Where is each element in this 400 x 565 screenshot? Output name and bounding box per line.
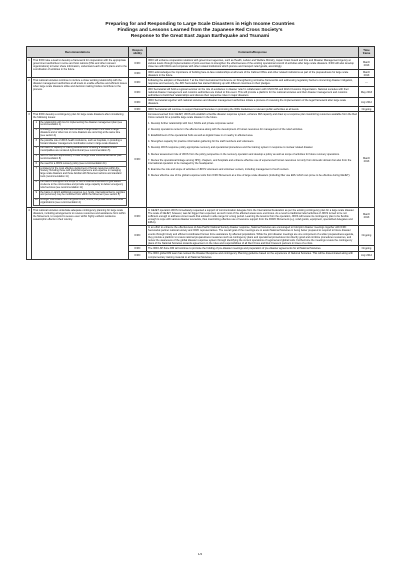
comment-cell: IFRC Secretariat together with national societies and disaster management authorities initiate a process of reviewing the implementation of the legal framework after large scale disasters. (147, 98, 359, 106)
responsibility-cell: IFRC (129, 246, 147, 251)
issue-item (34, 139, 127, 147)
issue-number: 9 (34, 191, 40, 199)
responsibility-cell: IFRC (129, 69, 147, 77)
comment-cell: JRC Secretariat will hold a regional seminar on the role of auxiliaries in disaster relief in collaboration with UNOCHA and World Customs Organization. National societies with their national disaster management and customs authorities are invited to this event. This will provide a platform for the national societies and their disaster management and customs authorities to build their relationships and discuss their respective roles in major disasters. (147, 86, 359, 98)
responsibility-cell: IFRC (129, 208, 147, 226)
time-frame-cell: Ongoing (359, 246, 375, 251)
issue-number: 4 (34, 146, 40, 154)
issue-list (33, 120, 127, 206)
responsibility-cell: IFRC (129, 112, 147, 208)
time-frame-cell: July 2012 (359, 251, 375, 259)
header-recommendations: Recommendations (27, 47, 129, 58)
time-frame-cell: --- (359, 78, 375, 86)
issue-number: 6 (34, 162, 40, 167)
issue-text: the need to strengthen the scope of JRCS financial incentives to give added credence to the communities and provide surge capacity to deliver emergency relief services (see recommendation 11) (39, 180, 126, 191)
responsibility-cell: IFRC (129, 106, 147, 111)
comment-cell: In GEJET operation JRCS immediately requested a support of communication delegate from the International Federation as per the existing contingency plan for a large scale disaster. The scale of GEJET, however, was far bigger than expected, as such most of the affected areas were enormous. As a result a traditional relief activities of JRCS turned to be not sufficient enough to address unmet needs that existed in wide range for a long period. Learning the lessons from the operation, JRCS will review its contingency plan to be flexible enough to cope with various disaster scenarios, thus maximizing effective use of resource support from the RCRC Movement (e.g. relief goods, equipment, specialized delegates and ERUs). (147, 208, 359, 226)
table-row (27, 112, 375, 208)
comment-cell: The IFRC global DM team has revised the Disaster Response and contingency Planning guideline based on the experience of National Societies. This will be disseminated along with complementary training material to all National Societies. (147, 251, 359, 259)
time-frame-cell: Ongoing (359, 106, 375, 111)
recommendation-cell (32, 78, 129, 112)
time-frame-cell: March 2013 (359, 58, 375, 70)
issue-number: 5 (34, 154, 40, 162)
recommendation-cell (32, 58, 129, 78)
issue-item (34, 180, 127, 191)
responsibility-cell: IFRC (129, 78, 147, 86)
issue-text: a strategy for the most effective deployment of human resources within the Society, including those with practical experience and expertise in managing large scale disasters and those familiar with Movement actions and standard tools (recommendation 11) (39, 167, 126, 180)
issue-number: 8 (34, 180, 40, 191)
issue-item (34, 128, 127, 139)
title-line-2: Findings and Lessons Learned from the Japanese Red Cross Society's (117, 28, 283, 34)
issue-number: 1 (34, 121, 40, 129)
issue-text: JRCS's role and responsibility in case of large scale industrial accidents (see recommendation 8) (39, 154, 126, 162)
document-title (0, 22, 400, 41)
issue-number: 3 (34, 139, 40, 147)
responsibility-cell: IFRC (129, 86, 147, 98)
issue-text: the need for a JRCS recovery policy (see recommendation 11) (39, 162, 126, 167)
issue-item (34, 146, 127, 154)
time-frame-cell: Ongoing (359, 225, 375, 246)
recommendation-number: 1 (27, 58, 32, 78)
issue-item (34, 154, 127, 162)
header-comments: Comments/Response (147, 47, 359, 58)
table-header-row (27, 47, 375, 58)
time-frame-cell: March 2013 (359, 112, 375, 208)
issue-item (34, 198, 127, 206)
issue-text: the relationship with GoJ in implementing the disaster management plan (see recommendation 1) (39, 121, 126, 129)
table-row (27, 58, 375, 70)
time-frame-cell: March 2013 (359, 69, 375, 77)
table-row (27, 78, 375, 86)
recommendations-table (26, 46, 375, 260)
issue-number: 7 (34, 167, 40, 180)
comment-cell: IFRC Secretariat will continue to support National Societies in promoting the IDRL Guidelines to relevant public authorities at all levels. (147, 106, 359, 111)
issue-number: 2 (34, 128, 40, 139)
comment-cell: In an effort to enhance the effectiveness of Asia Pacific National Society disaster response, National Societies are encouraged to hold joint disaster meetings together with IFRC Secretariat partner national society and ICRC representatives. The overall goal of the meetings are to assist National Societies in being better prepared to respond to future disaster events through timely and efficient coordinated human force assistance by affected populations. While the joint disaster meetings are one component of a wider preparedness agenda, they provide a platform to review national preparedness measures such as contingency plans and operational procedures into directly good and combine procedures resources, and review the awareness of the global disaster response system through identifying the current operations of regional and global tools. Furthermore the meetings review the contingency plans of the National Societies towards agreement on the roles and responsibilities of all Red Cross and Red Crescent partners in times of a crisis. (147, 225, 359, 246)
recommendation-number: 3 (27, 112, 32, 208)
comment-cell: IFRC acknowledges the importance of building face-to-face relationships at all levels of the Cabinet Office and other related institutions as part of the preparedness for large scale disasters in the future. (147, 69, 359, 77)
recommendation-cell (32, 208, 129, 260)
issue-text: the possible role of JRCS health institutions, such as hospitals, in providing a forward disaster management coordination center in large scale disasters (39, 139, 126, 147)
issue-text: the basis on which additional resources (e.g. funds, international items, supplies and personnel) may be mobilized from within the Movement (see section 5) (40, 190, 125, 197)
header-time-frame: Time frame (359, 47, 375, 58)
issue-item (34, 191, 127, 199)
responsibility-cell: IFRC (129, 98, 147, 106)
title-line-3: Response to the Great East Japan Earthquake and Tsunami (130, 34, 270, 40)
responsibility-cell: IFRC (129, 58, 147, 70)
comment-cell: Following the adoption of Resolution 7 at the 31st International Conference on Strengthening normative frameworks and addressing regulatory barriers concerning disaster mitigation, response and recovery, the JRC Secretariat has started following up with different countries on their pledges. (147, 78, 359, 86)
comment-cell: IFRC will enhance cooperation relations with government agencies, such as Health, Labour and Welfare Ministry, Japan Coast Guard and Fire and Disaster Management Agency at various levels through implementation of joint exercises to strengthen the effectiveness of the existing operational council of activities after large scale disasters. IFRC will also develop close ties with NGOs and corporate with other related institutions which procure and transport relief goods, accordingly. (147, 58, 359, 70)
page-number: 1/4 (197, 552, 203, 556)
recommendation-number: 2 (27, 78, 32, 112)
issue-text: the need for capacity in making assessments including a situation where municipalities are rendered dysfunctional (see recommendation 5) (39, 146, 126, 154)
comment-cell: The IFRC AP Zone DM will continue to promote the holding of pre-disaster meetings and preparation of pre-disaster agreements for all National Societies. (147, 246, 359, 251)
time-frame-cell: March 2013 (359, 208, 375, 226)
recommendation-text: That IFRC take a lead to develop a framework for cooperation with the appropriate government authorities in some and host nations (NSs and other relevant organizations) to better share information, understand each other's plans and to the coordination of activities in the future. (33, 59, 127, 72)
issue-item (34, 167, 127, 180)
issue-text: a strategy to scale up and meet demand in large scale in the case of large disasters and or when two or more disasters are occurring at the same time (see section 4) (39, 128, 126, 139)
comment-cell: As issues learned from GEJET, JRCS will establish a flexible disaster response system, enhance DM capacity and draw up a response plan maximizing resources available from the Red Cross network for a possible large scale disaster in the future. 1. Develop further relationship with GoJ, NGOs and private corporate sector. 2. Develop operations centers in the affected area along with the development of human resources for management of the relief activities. 3. Establishment of the operational hubs as well as logistic base in or nearby in affected area. 4. Strengthen capacity for practice information gathering for the staff members and volunteers. 5. Develop JRCS response policy appropriate recovery and operational procedures and the training system in response to nuclear related disaster. 6. Review assessment role of JRCS from the policy perspective in the recovery operation and develop a policy as well as scope of activities for future recovery operations. 7. Review the operational linkage among NHQ, chapters, and hospitals and enhance effective use of experienced human resources not only from domestic domain but also from the international operation to be managed by the headquarter. 8. Examine the role and scope of activities of JRCS volunteers and volunteer centers, including management of such centers. 9. Review effective use of the global response tools from IFRC Movement at a time of large scale disasters (including filter use ERU which can prove to be effective during GEJET). (147, 112, 359, 208)
recommendation-text: That national societies undertake adequate contingency planning for large scale disasters, including arrangements to receive resources and assistance from within the Movement, to respond to severe even within highly esthetic residence catastrophic effects in their country. (33, 208, 126, 221)
time-frame-cell: May 2013 (359, 86, 375, 98)
recommendation-number: 4 (27, 208, 32, 260)
recommendation-text: That IFRC develop a contingency plan for large scale disasters after considering the following issues: (33, 112, 124, 119)
responsibility-cell: IFRC (129, 225, 147, 246)
header-responsibility: Respon sibility (129, 47, 147, 58)
issue-item (34, 121, 127, 129)
title-line-1: Preparing for and Responding to Large Scale Disasters in High Income Countries (105, 22, 295, 27)
recommendation-text: That national societies continue to nurture a close working relationship with the disaster management authorities at all levels to enable effective and efficient issues when large scale disasters strike and decision making bodies contribute to the process. (33, 79, 127, 92)
issue-number: 10 (34, 198, 40, 206)
issue-text: stronger coordination with the government, NGOs, the private sector and other organizations (see recommendation 1) (39, 198, 126, 206)
time-frame-cell: July 2012 (359, 98, 375, 106)
responsibility-cell: IFRC (129, 251, 147, 259)
table-row (27, 208, 375, 226)
recommendation-cell (32, 112, 129, 208)
